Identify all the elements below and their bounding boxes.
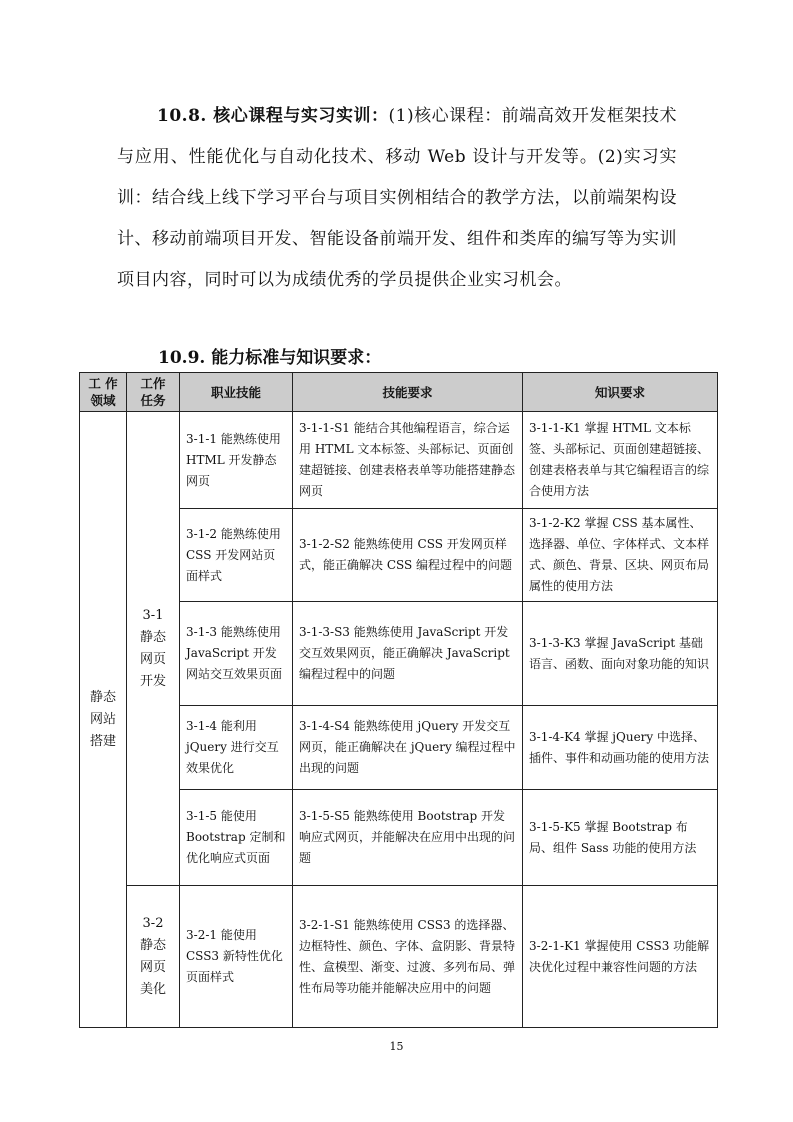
skill-requirement-cell: 3-1-1-S1 能结合其他编程语言，综合运用 HTML 文本标签、头部标记、页面创建超链接、创建表格表单等功能搭建静态网页 bbox=[293, 412, 523, 509]
knowledge-cell: 3-1-3-K3 掌握 JavaScript 基础语言、函数、面向对象功能的知识 bbox=[523, 602, 718, 706]
skill-cell: 3-1-3 能熟练使用 JavaScript 开发网站交互效果页面 bbox=[180, 602, 293, 706]
header-task: 工作 任务 bbox=[127, 373, 180, 412]
skill-cell: 3-1-2 能熟练使用 CSS 开发网站页面样式 bbox=[180, 509, 293, 602]
skill-cell: 3-1-1 能熟练使用 HTML 开发静态网页 bbox=[180, 412, 293, 509]
section-10-8-body: (1)核心课程：前端高效开发框架技术与应用、性能优化与自动化技术、移动 Web 设计与开发等。(2)实习实训：结合线上线下学习平台与项目实例相结合的教学方法，以前端架构设计、移动前端项目开发、智能设备前端开发、组件和类库的编写等为实训项目内容，同时可以为成绩优秀的学员提供企业实习机会。 bbox=[117, 106, 677, 290]
section-10-9-heading: 10.9. 能力标准与知识要求： bbox=[158, 348, 382, 368]
table-row bbox=[80, 886, 718, 1028]
section-10-8-heading: 10.8. 核心课程与实习实训： bbox=[157, 106, 389, 126]
skill-requirement-cell: 3-2-1-S1 能熟练使用 CSS3 的选择器、边框特性、颜色、字体、盒阴影、背景特性、盒模型、渐变、过渡、多列布局、弹性布局等功能并能解决应用中的问题 bbox=[293, 886, 523, 1028]
skill-cell: 3-1-4 能利用 jQuery 进行交互效果优化 bbox=[180, 706, 293, 790]
knowledge-cell: 3-1-5-K5 掌握 Bootstrap 布局、组件 Sass 功能的使用方法 bbox=[523, 790, 718, 886]
header-knowledge-requirement: 知识要求 bbox=[523, 373, 718, 412]
task-cell-3-1: 3-1 静态 网页 开发 bbox=[127, 412, 180, 886]
header-skill: 职业技能 bbox=[180, 373, 293, 412]
table-row bbox=[80, 412, 718, 509]
page-number: 15 bbox=[389, 1040, 404, 1053]
skill-requirement-cell: 3-1-2-S2 能熟练使用 CSS 开发网页样式，能正确解决 CSS 编程过程中的问题 bbox=[293, 509, 523, 602]
skill-cell: 3-2-1 能使用 CSS3 新特性优化页面样式 bbox=[180, 886, 293, 1028]
knowledge-cell: 3-1-4-K4 掌握 jQuery 中选择、插件、事件和动画功能的使用方法 bbox=[523, 706, 718, 790]
knowledge-cell: 3-2-1-K1 掌握使用 CSS3 功能解决优化过程中兼容性问题的方法 bbox=[523, 886, 718, 1028]
section-10-8 bbox=[117, 96, 677, 301]
ability-standard-table bbox=[79, 372, 718, 1028]
skill-cell: 3-1-5 能使用 Bootstrap 定制和优化响应式页面 bbox=[180, 790, 293, 886]
knowledge-cell: 3-1-1-K1 掌握 HTML 文本标签、头部标记、页面创建超链接、创建表格表单与其它编程语言的综合使用方法 bbox=[523, 412, 718, 509]
task-cell-3-2: 3-2 静态 网页 美化 bbox=[127, 886, 180, 1028]
skill-requirement-cell: 3-1-3-S3 能熟练使用 JavaScript 开发交互效果网页，能正确解决 JavaScript 编程过程中的问题 bbox=[293, 602, 523, 706]
header-domain: 工 作 领域 bbox=[80, 373, 127, 412]
domain-cell: 静态 网站 搭建 bbox=[80, 412, 127, 1028]
header-skill-requirement: 技能要求 bbox=[293, 373, 523, 412]
knowledge-cell: 3-1-2-K2 掌握 CSS 基本属性、选择器、单位、字体样式、文本样式、颜色、背景、区块、网页布局属性的使用方法 bbox=[523, 509, 718, 602]
skill-requirement-cell: 3-1-5-S5 能熟练使用 Bootstrap 开发响应式网页，并能解决在应用中出现的问题 bbox=[293, 790, 523, 886]
table-header-row bbox=[80, 373, 718, 412]
skill-requirement-cell: 3-1-4-S4 能熟练使用 jQuery 开发交互网页，能正确解决在 jQuery 编程过程中出现的问题 bbox=[293, 706, 523, 790]
